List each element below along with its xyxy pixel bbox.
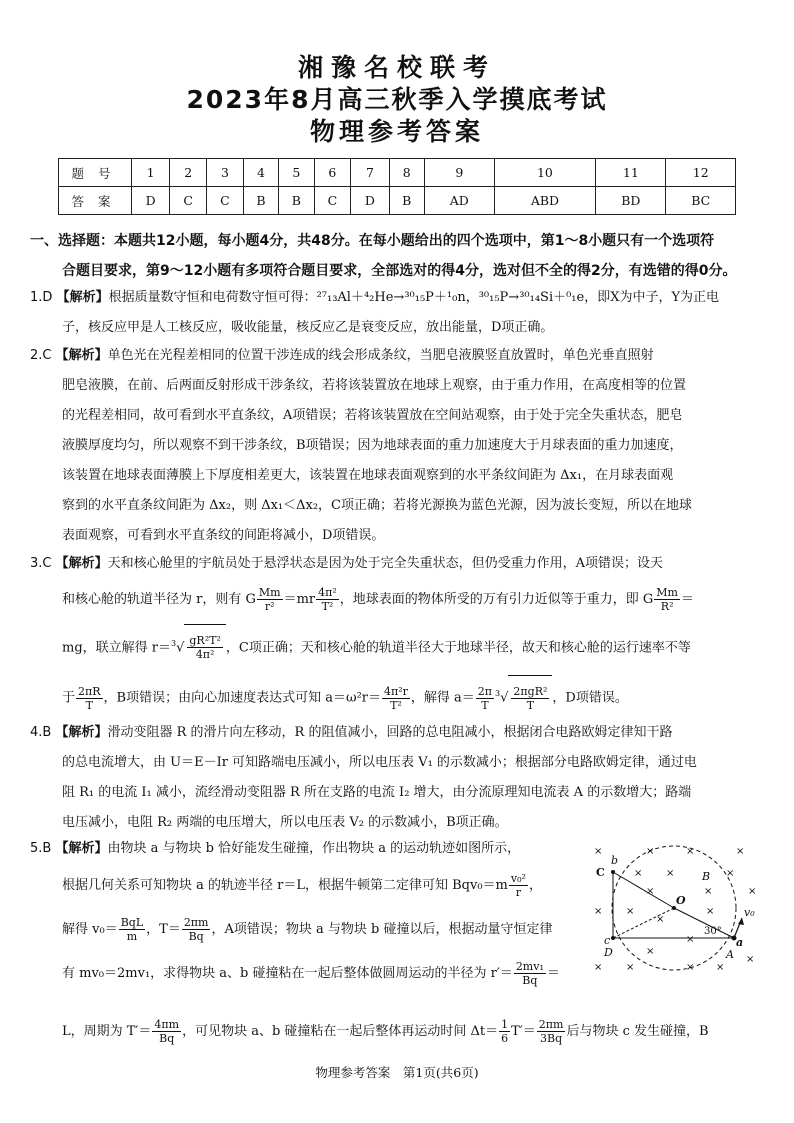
text-line: 天和核心舱里的宇航员处于悬浮状态是因为处于完全失重状态，但仍受重力作用，A项错误；设天 bbox=[107, 556, 664, 571]
question-number-row bbox=[59, 159, 736, 187]
denominator: T bbox=[85, 698, 93, 712]
fraction bbox=[509, 872, 528, 899]
table-cell: B bbox=[243, 187, 278, 215]
table-cell: 11 bbox=[596, 159, 666, 187]
text-segment: 有 mv₀＝2mv₁，求得物块 a、b 碰撞粘在一起后整体做圆周运动的半径为 r′＝ bbox=[62, 966, 513, 981]
denominator: 6 bbox=[501, 1032, 509, 1045]
analysis-tag: 【解析】 bbox=[55, 556, 108, 571]
table-cell: BC bbox=[666, 187, 736, 215]
label-A: A bbox=[726, 948, 734, 961]
question-1 bbox=[30, 283, 770, 343]
text-segment: L，周期为 T′＝ bbox=[62, 1024, 152, 1039]
table-cell: C bbox=[170, 187, 207, 215]
text-line: 察到的水平直条纹间距为 Δx₂，则 Δx₁＜Δx₂，C项正确；若将光源换为蓝色光源，因为波长变短，所以在地球 bbox=[62, 498, 693, 513]
fraction bbox=[382, 685, 410, 712]
denominator: T² bbox=[390, 698, 402, 712]
label-a: a bbox=[736, 936, 744, 949]
analysis-tag: 【解析】 bbox=[55, 725, 108, 740]
text-segment: ＝ bbox=[681, 592, 695, 607]
denominator: r bbox=[515, 886, 522, 899]
table-cell: 9 bbox=[424, 159, 494, 187]
line-do bbox=[613, 908, 674, 938]
cross-mark: × bbox=[656, 914, 665, 925]
answer-table bbox=[58, 158, 736, 215]
section-line: 合题目要求，第9～12小题有多项符合题目要求，全部选对的得4分，选对但不全的得2分，有选错的得0分。 bbox=[62, 263, 737, 279]
table-cell: 7 bbox=[351, 159, 389, 187]
question-number: 4.B bbox=[30, 725, 52, 740]
text-line: 肥皂液膜，在前、后两面反射形成干涉条纹，若将该装置放在地球上观察，由于重力作用，在高度相等的位置 bbox=[62, 378, 687, 393]
fraction bbox=[476, 685, 494, 712]
question-number: 3.C bbox=[30, 556, 52, 571]
text-segment: 根据几何关系可知物块 a 的轨迹半径 r＝L，根据牛顿第二定律可知 Bqv₀＝m bbox=[62, 878, 508, 893]
denominator: T bbox=[481, 698, 489, 712]
text-segment: ＝mr bbox=[283, 592, 316, 607]
table-cell: BD bbox=[596, 187, 666, 215]
cross-mark: × bbox=[646, 846, 655, 857]
cross-mark: × bbox=[686, 934, 695, 945]
table-cell: C bbox=[207, 187, 244, 215]
question-5 bbox=[30, 834, 590, 996]
denominator: Bq bbox=[159, 1032, 175, 1045]
text-segment: ，C项正确；天和核心舱的轨道半径大于地球半径，故天和核心舱的运行速率不等 bbox=[225, 640, 691, 656]
question-5-continued bbox=[30, 1010, 770, 1054]
text-line: 单色光在光程差相同的位置干涉连成的线会形成条纹，当肥皂液膜竖直放置时，单色光垂直照射 bbox=[107, 348, 654, 363]
table-cell: D bbox=[351, 187, 389, 215]
table-cell: 5 bbox=[279, 159, 314, 187]
fraction bbox=[119, 916, 145, 943]
fraction bbox=[514, 960, 546, 987]
numerator: 4π² bbox=[318, 586, 337, 599]
text-segment: ＝ bbox=[546, 966, 560, 981]
numerator: BqL bbox=[120, 916, 144, 929]
cross-mark: × bbox=[706, 906, 715, 917]
analysis-tag: 【解析】 bbox=[55, 348, 108, 363]
text-segment: ，地球表面的物体所受的万有引力近似等于重力，即 G bbox=[339, 592, 654, 607]
table-cell: 6 bbox=[314, 159, 351, 187]
text-line: 根据质量数守恒和电荷数守恒可得：²⁷₁₃Al＋⁴₂He→³⁰₁₅P＋¹₀n，³⁰₁₅P→³⁰₁₄Si＋⁰₁e，即X为中子，Y为正电 bbox=[108, 290, 720, 305]
text-segment: ，B项错误；由向心加速度表达式可知 a＝ω²r＝ bbox=[103, 690, 381, 706]
numerator: 4πm bbox=[154, 1018, 180, 1031]
text-line: 由物块 a 与物块 b 恰好能发生碰撞，作出物块 a 的运动轨迹如图所示， bbox=[107, 841, 521, 856]
numerator: 2πm bbox=[183, 916, 209, 929]
label-c: c bbox=[604, 934, 611, 947]
numerator: Mm bbox=[258, 586, 281, 599]
table-cell: B bbox=[389, 187, 424, 215]
text-segment: 于 bbox=[62, 690, 76, 706]
cross-mark: × bbox=[626, 962, 635, 973]
denominator: Bq bbox=[188, 930, 204, 943]
table-cell: 12 bbox=[666, 159, 736, 187]
table-cell: 2 bbox=[170, 159, 207, 187]
exam-title: 2023年8月高三秋季入学摸底考试 bbox=[186, 85, 608, 114]
denominator: R² bbox=[660, 600, 674, 613]
radicand bbox=[184, 624, 225, 671]
question-number: 1.D bbox=[30, 290, 53, 305]
text-segment: 后与物块 c 发生碰撞，B bbox=[566, 1024, 709, 1039]
denominator: T bbox=[526, 698, 535, 712]
section-line: 一、选择题：本题共12小题，每小题4分，共48分。在每小题给出的四个选项中，第1～8小题只有一个选项符 bbox=[30, 233, 715, 249]
numerator: 2πR bbox=[78, 684, 101, 698]
denominator: r² bbox=[264, 600, 275, 613]
table-cell: ABD bbox=[494, 187, 596, 215]
table-cell: 1 bbox=[132, 159, 170, 187]
text-segment: ，D项错误。 bbox=[552, 690, 628, 706]
text-line: 的总电流增大，由 U＝E－Ir 可知路端电压减小，所以电压表 V₁ 的示数减小；根据部分电路欧姆定律，通过电 bbox=[62, 755, 697, 770]
question-3: 3.C 【解析】天和核心舱里的宇航员处于悬浮状态是因为处于完全失重状态，但仍受重力作用，A项错误；设天 和核心舱的轨道半径为 r，则有 G $\frac{Mm}{\text{r²}}$ ＝mr $\frac{\text{4π²}}{\text{T²}}$ ，地球表面的物体所受的万有引力近似等于重力，即 G $\frac{Mm}{\text{R²}}$ ＝ mg，联立解得 r＝$^3$√ $\frac{\text{gR²T²}}{\text{4π²}}$ ，C项正确；天和核心舱的轨道半径大于地球半径，故天和核心舱的运行速率不等 于 $\frac{2\pi R}{T}$ ，B项错误；由向心加速度表达式可知 a＝ω²r＝ $\frac{\text{4π²r}}{\text{T²}}$ ，解得 a＝ $\frac{2\pi}{T}$ $^3$√ $\frac{\text{2πgR²}}{T}$ ，D项错误。 bbox=[30, 549, 770, 722]
text-segment: ，T＝ bbox=[146, 922, 181, 937]
cross-mark: × bbox=[634, 868, 643, 879]
block-b-dot bbox=[611, 870, 615, 874]
label-b: b bbox=[611, 854, 619, 867]
cross-mark: × bbox=[594, 962, 603, 973]
label-D: D bbox=[604, 946, 613, 959]
text-line: 液膜厚度均匀，所以观察不到干涉条纹，B项错误；因为地球表面的重力加速度大于月球表面的重力加速度， bbox=[62, 438, 683, 453]
text-line: 表面观察，可看到水平直条纹的间距将减小，D项错误。 bbox=[62, 528, 385, 543]
text-segment: ，A项错误；物块 a 与物块 b 碰撞以后，根据动量守恒定律 bbox=[211, 922, 553, 937]
label-C: C bbox=[596, 866, 605, 879]
numerator: 2mv₁ bbox=[515, 960, 544, 973]
cross-mark: × bbox=[748, 886, 757, 897]
fraction bbox=[152, 1018, 181, 1045]
cross-mark: × bbox=[704, 886, 713, 897]
text-segment: mg，联立解得 r＝ bbox=[62, 640, 171, 656]
cross-mark: × bbox=[594, 846, 603, 857]
fraction bbox=[511, 685, 549, 712]
fraction bbox=[182, 916, 211, 943]
page-footer: 物理参考答案 第1页(共6页) bbox=[315, 1065, 479, 1080]
numerator: gR²T² bbox=[189, 634, 221, 648]
denominator: m bbox=[126, 930, 138, 943]
cross-mark: × bbox=[686, 846, 695, 857]
fraction bbox=[499, 1018, 510, 1045]
fraction bbox=[537, 1018, 566, 1045]
table-cell: 10 bbox=[494, 159, 596, 187]
cross-mark: × bbox=[726, 868, 735, 879]
fraction bbox=[257, 586, 283, 613]
numerator: Mm bbox=[656, 586, 678, 599]
question-number: 2.C bbox=[30, 348, 52, 363]
cross-mark: × bbox=[646, 946, 655, 957]
root-index: 3 bbox=[495, 689, 501, 699]
text-line: 的光程差相同，故可看到水平直条纹，A项错误；若将该装置放在空间站观察，由于处于完全失重状态，肥皂 bbox=[62, 408, 683, 423]
question-number: 5.B bbox=[30, 841, 52, 856]
text-segment: T′＝ bbox=[511, 1024, 536, 1039]
table-cell: C bbox=[314, 187, 351, 215]
cross-mark: × bbox=[686, 962, 695, 973]
trajectory-diagram bbox=[586, 842, 762, 978]
cross-mark: × bbox=[716, 962, 725, 973]
question-2 bbox=[30, 341, 770, 551]
analysis-tag: 【解析】 bbox=[56, 290, 109, 305]
fraction bbox=[187, 634, 222, 661]
label-B: B bbox=[702, 870, 711, 883]
cross-mark: × bbox=[666, 868, 675, 879]
table-cell: B bbox=[279, 187, 314, 215]
cross-mark: × bbox=[626, 906, 635, 917]
block-c-dot bbox=[611, 936, 615, 940]
fraction bbox=[654, 586, 680, 613]
numerator: 2π bbox=[477, 684, 493, 698]
label-O: O bbox=[676, 894, 686, 907]
section-heading bbox=[30, 226, 770, 286]
numerator: 2πm bbox=[538, 1018, 564, 1031]
label-angle: 30° bbox=[704, 926, 722, 937]
text-line: 电压减小，电阻 R₂ 两端的电压增大，所以电压表 V₂ 的示数减小，B项正确。 bbox=[62, 815, 508, 830]
fraction bbox=[316, 586, 339, 613]
text-segment: 解得 v₀＝ bbox=[62, 922, 118, 937]
text-line: 该装置在地球表面薄膜上下厚度相差更大，该装置在地球表面观察到的水平条纹间距为 Δx₁，在月球表面观 bbox=[62, 468, 674, 483]
radicand bbox=[508, 675, 552, 722]
table-cell: AD bbox=[424, 187, 494, 215]
cross-mark: × bbox=[646, 886, 655, 897]
text-line: 阻 R₁ 的电流 I₁ 减小，流经滑动变阻器 R 所在支路的电流 I₂ 增大，由分流原理知电流表 A 的示数增大；路端 bbox=[62, 785, 692, 800]
text-segment: ，解得 a＝ bbox=[410, 690, 475, 706]
label-v0: v₀ bbox=[744, 906, 755, 919]
table-cell: 8 bbox=[389, 159, 424, 187]
table-cell: D bbox=[132, 187, 170, 215]
analysis-tag: 【解析】 bbox=[55, 841, 108, 856]
root-index: 3 bbox=[171, 639, 177, 648]
row-label-answer: 答案 bbox=[59, 187, 132, 215]
school-title: 湘豫名校联考 bbox=[297, 53, 496, 82]
row-label-number: 题号 bbox=[59, 159, 132, 187]
line-co bbox=[613, 872, 674, 908]
question-4 bbox=[30, 718, 770, 838]
text-segment: ，可见物块 a、b 碰撞粘在一起后整体再运动时间 Δt＝ bbox=[182, 1024, 499, 1039]
numerator: 4π²r bbox=[384, 684, 408, 698]
table-cell: 4 bbox=[243, 159, 278, 187]
cross-mark: × bbox=[746, 954, 755, 965]
fraction bbox=[76, 685, 103, 712]
cross-mark: × bbox=[594, 906, 603, 917]
numerator: v₀² bbox=[510, 872, 526, 885]
answer-title: 物理参考答案 bbox=[309, 117, 484, 146]
table-cell: 3 bbox=[207, 159, 244, 187]
text-segment: ， bbox=[528, 878, 542, 893]
numerator: 2πgR² bbox=[513, 684, 548, 698]
text-line: 滑动变阻器 R 的滑片向左移动，R 的阻值减小，回路的总电阻减小，根据闭合电路欧姆定律知干路 bbox=[107, 725, 673, 740]
denominator: 3Bq bbox=[540, 1032, 563, 1045]
answer-row bbox=[59, 187, 736, 215]
numerator: 1 bbox=[501, 1018, 509, 1031]
denominator: T² bbox=[321, 600, 334, 613]
denominator: Bq bbox=[522, 974, 538, 987]
text-line: 子，核反应甲是人工核反应，吸收能量，核反应乙是衰变反应，放出能量，D项正确。 bbox=[62, 320, 554, 335]
denominator: 4π² bbox=[195, 648, 215, 662]
text-segment: 和核心舱的轨道半径为 r，则有 G bbox=[62, 592, 256, 607]
cross-mark: × bbox=[736, 846, 745, 857]
